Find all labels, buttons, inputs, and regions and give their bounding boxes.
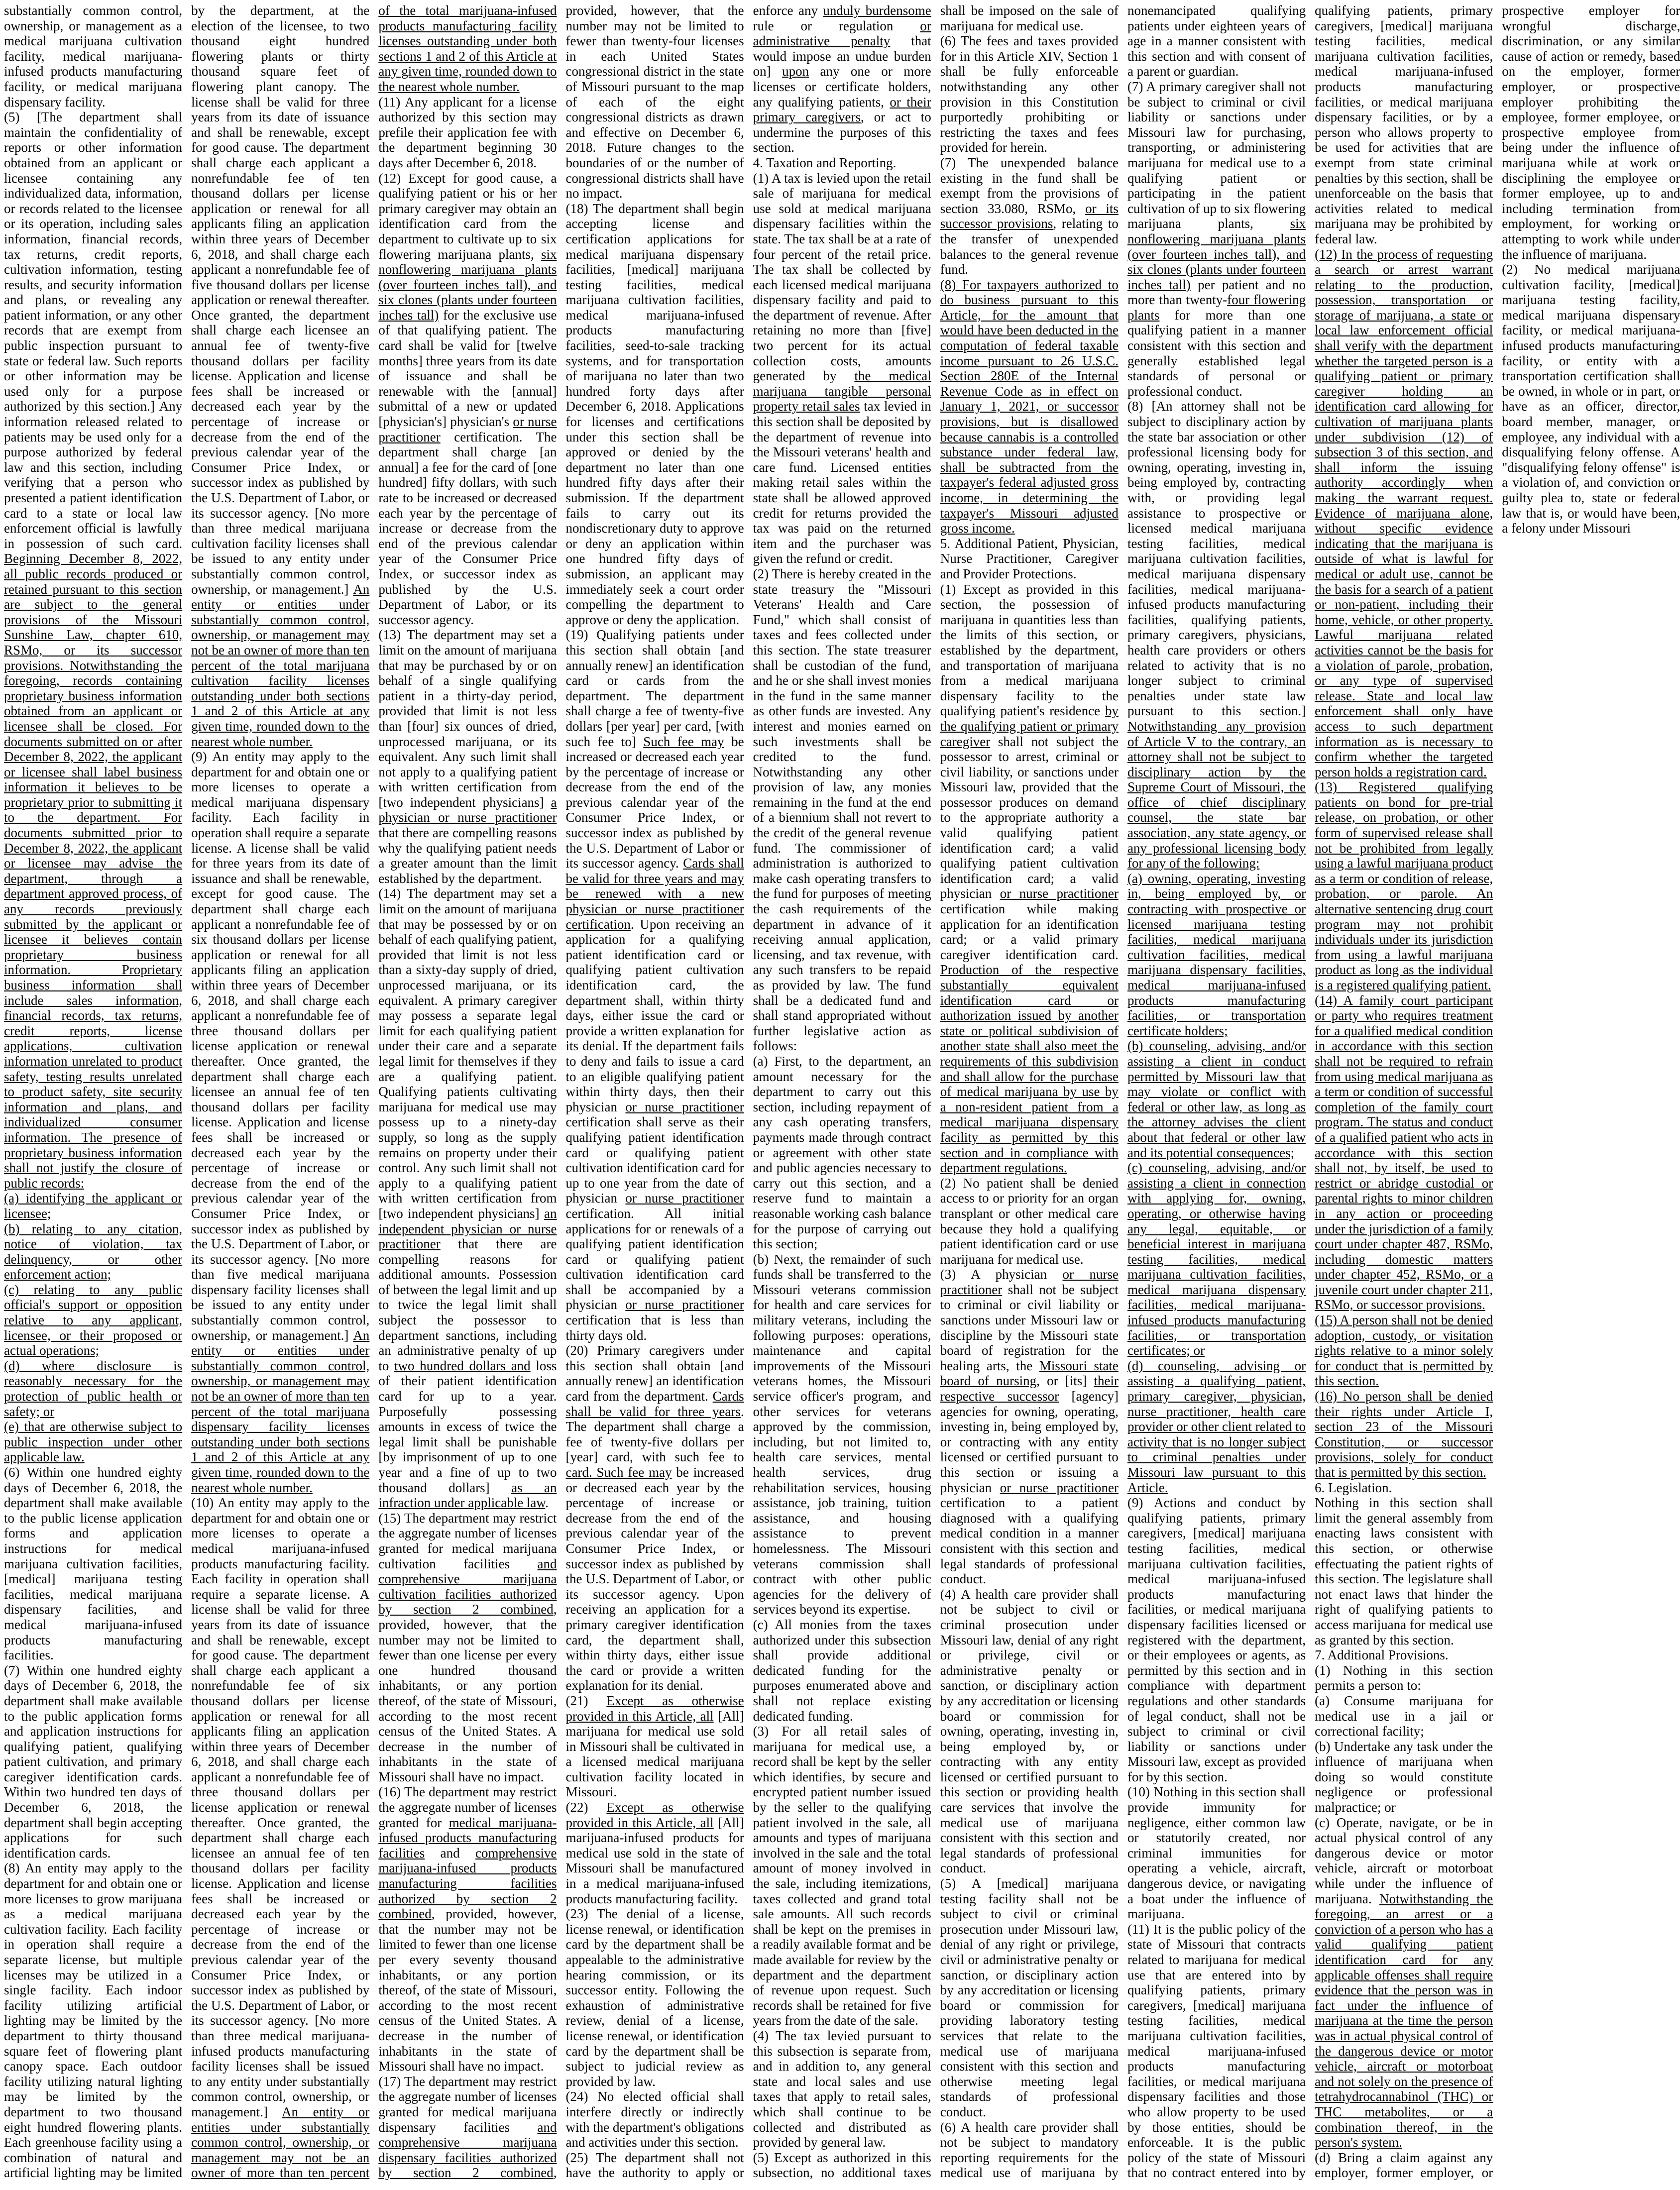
paragraph: [378, 1784, 557, 2074]
body-text: (14) The department may set a limit on the amount of marijuana that may be possessed by or on behalf of each qualifying patient, provided that limit is not less than a sixty-day supply of dried, unprocessed marijuana, or its equivalent. A primary caregiver may possess a separate legal limit for each qualifying patient under their care and a separate legal limit for themselves if they are a qualifying patient. Qualifying patients cultivating marijuana for medical use may possess up to a ninety-day supply, so long as the supply remains on property under their control. Any such limit shall not apply to a qualifying patient with written certification from [two independent physicians]: [378, 886, 557, 1221]
body-text: The department shall maintain the confidentiality of reports or other information obtained from an applicant or licensee containing any individualized data, information, or records related to the licensee or its operation, including sales information, financial records, tax returns, credit reports, cultivation information, testing results, and security information and plans, or revealing any patient information, or any other records that are exempt from public inspection pursuant to state or federal law. Such reports or other information may be used only for a purpose authorized by this section.] Any information released related to patients may be used only for a purpose authorized by federal law and this section, including verifying that a person who presented a patient identification card to a state or local law enforcement official is lawfully in possession of such card.: [4, 110, 183, 551]
inserted-text: Beginning December 8, 2022, all public records produced or retained pursuant to this section are subject to the general provisions of the Missouri Sunshine Law, chapter 610, RSMo, or its successor provisions. Notwithstanding the foregoing, records containing proprietary business information obtained from an applicant or licensee shall be closed. For documents submitted on or after December 8, 2022, the applicant or licensee shall label business information it believes to be proprietary prior to submitting it to the department. For documents submitted prior to December 8, 2022, the applicant or licensee may advise the department, through a department approved process, of any records previously submitted by the applicant or licensee it believes contain proprietary business information. Proprietary business information shall include sales information, financial records, tax returns, credit reports, license applications, cultivation information unrelated to product safety, testing results unrelated to product safety, site security information and plans, and individualized consumer information. The presence of proprietary business information shall not justify the closure of public records:: [4, 551, 183, 1191]
inserted-text: the medical marijuana tangible personal property retail sales: [753, 368, 931, 414]
inserted-text: or nurse practitioner: [940, 1267, 1119, 1297]
inserted-text: (b) counseling, advising, and/or assisting a client in conduct permitted by Missouri law that may violate or conflict with federal or other law, as long as the attorney advises the client about that federal or other law and its potential consequences;: [1127, 1038, 1306, 1160]
paragraph: [4, 1358, 182, 1419]
paragraph: [1315, 779, 1493, 992]
paragraph: [940, 582, 1119, 1176]
body-text: (5): [4, 110, 37, 125]
inserted-text: or its successor provisions: [940, 201, 1119, 231]
inserted-text: and comprehensive marijuana dispensary facilities authorized by section 2 combined: [378, 2119, 557, 2181]
body-text: (2) No patient shall be denied access to or priority for an organ transplant or other medical care because they hold a qualifying patient identification card or use marijuana for medical use.: [940, 1175, 1119, 1267]
inserted-text: (a) owning, operating, investing in, being employed by, or contracting with prospective or licensed marijuana testing facilities, medical marijuana cultivation facilities, medical marijuana dispensary facilities, medical marijuana-infused products manufacturing facilities, or transportation certificate holders;: [1127, 871, 1306, 1038]
inserted-text: (c) counseling, advising, and/or assisting a client in connection with applying for, owning, operating, or otherwise having any legal, equitable, or beneficial interest in marijuana testing facilities, medical marijuana cultivation facilities, medical marijuana dispensary facilities, medical marijuana-infused products manufacturing facilities, or transportation certificates; or: [1127, 1160, 1306, 1358]
paragraph: [1315, 1815, 1493, 2150]
paragraph: [1127, 1160, 1306, 1358]
paragraph: [378, 1511, 557, 1785]
paragraph: [1502, 262, 1680, 536]
inserted-text: or their primary caregivers: [753, 94, 931, 125]
body-text: (6) The fees and taxes provided for in this Article XIV, Section 1 shall be fully enforceable notwithstanding any other provision in this Constitution purportedly prohibiting or restricting the taxes and fees provided for herein.: [940, 33, 1119, 155]
body-text: (11) It is the public policy of the state of Missouri that contracts related to marijuana for medical use that are entered into by qualifying patients, primary caregivers, [medical] marijuana testing facilities, medical marijuana cultivation facilities, medical marijuana-infused products manufacturing facilities, or medical marijuana dispensary facilities and those who allow property to be used by those entities, should be enforceable. It is the public policy of the state of Missouri that no contract entered into by qualifying patients, primary caregivers, [medical] marijuana testing facilities, medical marijuana cultivation facilities, medical marijuana-infused products manufacturing facilities, or medical marijuana dispensary facilities, or by a person who allows property to be used for activities that are exempt from state criminal penalties by this section, shall be unenforceable on the basis that activities related to medical marijuana may be prohibited by federal law.: [1127, 3, 1493, 2181]
body-text: (8) [An attorney shall not be subject to disciplinary action by the state bar association or other professional licensing body for owning, operating, investing in, being employed by, contracting with, or providing legal assistance to prospective or licensed medical marijuana testing facilities, medical marijuana cultivation facilities, medical marijuana dispensary facilities, medical marijuana-infused products manufacturing facilities, qualifying patients, primary caregivers, physicians, health care providers or others related to activity that is no longer subject to criminal penalties under state law pursuant to this section.]: [1127, 399, 1306, 719]
inserted-text: and comprehensive marijuana cultivation facilities authorized by section 2 combined: [378, 1556, 557, 1617]
paragraph: [940, 277, 1119, 536]
body-text: , or act to undermine the purposes of this section.: [753, 110, 931, 155]
body-text: (d) Bring a claim against any employer, former employer, or prospective employer for wrongful discharge, discrimination, or any similar cause of action or remedy, based on the employer, former employer, or prospective employer prohibiting the employee, former employee, or prospective employee from being under the influence of marijuana while at work or disciplining the employee or former employee, up to and including termination from employment, for working or attempting to work while under the influence of marijuana.: [1315, 3, 1680, 2181]
inserted-text: six nonflowering marijuana plants (over fourteen inches tall), and six clones (plants under fourteen inches tall): [1127, 216, 1306, 292]
paragraph: [378, 627, 557, 886]
paragraph: [940, 33, 1119, 155]
body-text: (b) Next, the remainder of such funds shall be transferred to the Missouri veterans commission for health and care services for military veterans, including the following purposes: operations, maintenance and capital improvements of the Missouri veterans homes, the Missouri service officer's program, and other services for veterans approved by the commission, including, but not limited to, health care services, mental health services, drug rehabilitation services, housing assistance, job training, tuition assistance, and housing assistance to prevent homelessness. The Missouri veterans commission shall contract with other public agencies for the delivery of services beyond its expertise.: [753, 1251, 931, 1617]
paragraph: [753, 2028, 931, 2150]
paragraph: [4, 3, 182, 110]
inserted-text: medical marijuana-infused products manufacturing facilities: [378, 1815, 557, 1861]
inserted-text: (13) Registered qualifying patients on bond for pre-trial release, on probation, or other form of supervised release shall not be prohibited from legally using a lawful marijuana product as a term or condition of release, probation, or parole. An alternative sentencing drug court program may not prohibit individuals under its jurisdiction from using a lawful marijuana product as long as the individual is a registered qualifying patient.: [1315, 779, 1493, 992]
body-text: (19) Qualifying patients under this section shall obtain [and annually renew] an identification card or cards from the department. The department shall charge a fee of twenty-five dollars [per year] per card, [with such fee to]: [565, 627, 744, 749]
body-text: (8) An entity may apply to the department for and obtain one or more licenses to grow marijuana as a medical marijuana cultivation facility. Each facility in operation shall require a separate license, but multiple licenses may be utilized in a single facility. Each indoor facility utilizing artificial lighting may be limited by the department to thirty thousand square feet of flowering plant canopy space. Each outdoor facility utilizing natural lighting may be limited by the department to two thousand eight hundred flowering plants. Each greenhouse facility using a combination of natural and artificial lighting may be limited by the department, at the election of the licensee, to two thousand eight hundred flowering plants or thirty thousand square feet of flowering plant canopy. The license shall be valid for three years from its date of issuance and shall be renewable, except for good cause. The department shall charge each applicant a nonrefundable fee of ten thousand dollars per license application or renewal for all applicants filing an application within three years of December 6, 2018, and shall charge each applicant a nonrefundable fee of five thousand dollars per license application or renewal thereafter. Once granted, the department shall charge each licensee an annual fee of twenty-five thousand dollars per facility license. Application and license fees shall be increased or decreased each year by the percentage of increase or decrease from the end of the previous calendar year of the Consumer Price Index, or successor index as published by the U.S. Department of Labor, or its successor agency. [No more than three medical marijuana cultivation facility licenses shall be issued to any entity under substantially common control, ownership, or management.]: [4, 3, 370, 2181]
body-text: (23) The denial of a license, license renewal, or identification card by the department shall be appealable to the administrative hearing commission, or its successor entity. Following the exhaustion of administrative review, denial of a license, license renewal, or identification card by the department shall be subject to judicial review as provided by law.: [565, 1906, 744, 2089]
inserted-text: (8) For taxpayers authorized to do business pursuant to this Article, for the amount that would have been deducted in the computation of federal taxable income pursuant to 26 U.S.C. Section 280E of the Internal Revenue Code as in effect on January 1, 2021, or successor provisions, but is disallowed because cannabis is a controlled substance under federal law, shall be subtracted from the taxpayer's federal adjusted gross income, in determining the taxpayer's Missouri adjusted gross income.: [940, 277, 1119, 536]
inserted-text: Except as otherwise provided in this Article, all: [565, 1693, 744, 1724]
paragraph: [753, 1724, 931, 2028]
paragraph: [1315, 1663, 1493, 1693]
body-text: (1) Nothing in this section permits a person to:: [1315, 1662, 1493, 1693]
body-text: [agency] agencies for owning, operating, investing in, being employed by, or contracting with any entity licensed or certified pursuant to this section or issuing a physician: [940, 1389, 1119, 1495]
body-text: (1) Except as provided in this section, the possession of marijuana in quantities less than the limits of this section, or established by the department, and transportation of marijuana from a medical marijuana dispensary facility to the qualifying patient's residence: [940, 581, 1119, 719]
body-text: (9) An entity may apply to the department for and obtain one or more licenses to operate a medical marijuana dispensary facility. Each facility in operation shall require a separate license. A license shall be valid for three years from its date of issuance and shall be renewable, except for good cause. The department shall charge each applicant a nonrefundable fee of six thousand dollars per license application or renewal for all applicants filing an application within three years of December 6, 2018, and shall charge each applicant a nonrefundable fee of three thousand dollars per license application or renewal thereafter. Once granted, the department shall charge each licensee an annual fee of ten thousand dollars per facility license. Application and license fees shall be increased or decreased each year by the percentage of increase or decrease from the end of the previous calendar year of the Consumer Price Index, or successor index as published by the U.S. Department of Labor, or its successor agency. [No more than five medical marijuana dispensary facility licenses shall be issued to any entity under substantially common control, ownership, or management.]: [191, 749, 370, 1343]
paragraph: [940, 1267, 1119, 1586]
paragraph: [4, 1221, 182, 1282]
body-text: that there are compelling reasons why the qualifying patient needs a greater amount than the limit established by the department.: [378, 825, 557, 886]
paragraph: [940, 1176, 1119, 1267]
body-text: (c) All monies from the taxes authorized under this subsection shall provide additional dedicated funding for the purposes enumerated above and shall not replace existing dedicated funding.: [753, 1617, 931, 1724]
body-text: (2) There is hereby created in the state treasury the "Missouri Veterans' Health and Care Fund," which shall consist of taxes and fees collected under this section. The state treasurer shall be custodian of the fund, and he or she shall invest monies in the fund in the same manner as other funds are invested. Any interest and monies earned on such investments shall be credited to the fund. Notwithstanding any other provision of law, any monies remaining in the fund at the end of a biennium shall not revert to the credit of the general revenue fund. The commissioner of administration is authorized to make cash operating transfers to the fund for purposes of meeting the cash requirements of the department in advance of it receiving annual application, licensing, and tax revenue, with any such transfers to be repaid as provided by law. The fund shall be a dedicated fund and shall stand appropriated without further legislative action as follows:: [753, 566, 931, 1054]
paragraph: [753, 1617, 931, 1724]
inserted-text: (a) identifying the applicant or licensee;: [4, 1191, 183, 1221]
paragraph: [1127, 871, 1306, 1039]
paragraph: [940, 155, 1119, 277]
body-text: (25) The department shall not have the authority to apply or enforce any: [565, 3, 823, 2181]
inserted-text: (d) where disclosure is reasonably necessary for the protection of public health or safety; or: [4, 1358, 183, 1419]
body-text: (6) Within one hundred eighty days of December 6, 2018, the department shall make available to the public license application forms and application instructions for medical marijuana cultivation facilities, [medical] marijuana testing facilities, medical marijuana dispensary facilities, and medical marijuana-infused products manufacturing facilities.: [4, 1465, 183, 1663]
body-text: 4. Taxation and Reporting.: [753, 155, 896, 170]
inserted-text: (b) relating to any citation, notice of violation, tax delinquency, or other enforcement action;: [4, 1221, 183, 1282]
body-text: (b) Undertake any task under the influence of marijuana when doing so would constitute negligence or professional malpractice; or: [1315, 1739, 1493, 1815]
paragraph: [1127, 399, 1306, 871]
paragraph: [753, 155, 931, 171]
body-text: be increased or decreased each year by the percentage of increase or decrease from the end of the previous calendar year of the Consumer Price Index, or successor index as published by the U.S. Department of Labor, or its successor agency. Upon receiving an application for a primary caregiver identification card, the department shall, within thirty days, either issue the card or provide a written explanation for its denial.: [565, 1465, 744, 1693]
paragraph: [4, 1419, 182, 1465]
paragraph: [1127, 1784, 1306, 1921]
paragraph: [4, 1465, 182, 1663]
body-text: , or [its]: [1036, 1373, 1094, 1389]
inserted-text: four flowering plants: [1127, 292, 1306, 323]
inserted-text: or nurse practitioner: [1000, 1480, 1119, 1495]
inserted-text: card. Such fee may: [565, 1465, 672, 1480]
paragraph: [753, 1054, 931, 1252]
paragraph: [565, 627, 744, 1343]
inserted-text: or administrative penalty: [753, 18, 931, 49]
body-text: (2) No medical marijuana cultivation facility, [medical] marijuana testing facility, medical marijuana dispensary facility, or medical marijuana-infused products manufacturing facility, or entity with a transportation certification shall be owned, in whole or in part, or have as an officer, director, board member, manager, or employee, any individual with a disqualifying felony offense. A "disqualifying felony offense" is a violation of, and conviction or guilty plea to, state or federal law that is, or would have been, a felony under Missouri: [1502, 262, 1680, 536]
paragraph: [4, 1191, 182, 1221]
body-text: certification while making application for an identification card; or a valid primary caregiver identification card.: [940, 901, 1119, 962]
inserted-text: Notwithstanding the foregoing, an arrest or a conviction of a person who has a valid qualifying patient identification card for any applicable offenses shall require evidence that the person was in fact under the influence of marijuana at the time the person was in actual physical control of the dangerous device or motor vehicle, aircraft or motorboat and not solely on the presence of tetrahydrocannabinol (THC) or THC metabolites, or a combination thereof, in the person's system.: [1315, 1891, 1493, 2150]
body-text: (24) No elected official shall interfere directly or indirectly with the department's obligations and activities under this section.: [565, 2089, 744, 2150]
inserted-text: An entity or entities under substantially common control, ownership, or management may not be an owner of more than ten percent of the total marijuana-infused products manufacturing facility licenses outstanding under both sections 1 and 2 of this Article at any given time, rounded down to the nearest whole number.: [191, 3, 557, 2181]
inserted-text: Cards shall be valid for three years: [565, 1389, 744, 1419]
body-text: that there are compelling reasons for additional amounts. Possession of between the legal limit and up to twice the legal limit shall subject the possessor to department sanctions, including an administrative penalty of up to: [378, 1236, 557, 1373]
body-text: (22): [565, 1800, 607, 1815]
inserted-text: or nurse practitioner: [625, 1099, 744, 1114]
paragraph: [1127, 1038, 1306, 1160]
body-text: [All] marijuana for medical use sold in Missouri shall be cultivated in a licensed medical marijuana cultivation facility located in Missouri.: [565, 1708, 744, 1800]
paragraph: [940, 1876, 1119, 2120]
inserted-text: (16) No person shall be denied their rights under Article I, section 23 of the Missouri Constitution, or successor provisions, solely for conduct that is permitted by this section.: [1315, 1389, 1493, 1480]
body-text: . Upon receiving an application for a qualifying patient identification card or qualifying patient cultivation identification card, the department shall, within thirty days, either issue the card or provide a written explanation for its denial. If the department fails to deny and fails to issue a card to an eligible qualifying patient within thirty days, then their physician: [565, 916, 744, 1114]
inserted-text: two hundred dollars and: [394, 1358, 531, 1373]
paragraph: [378, 95, 557, 171]
paragraph: [565, 2089, 744, 2150]
paragraph: [753, 171, 931, 566]
body-text: rule or regulation: [753, 18, 920, 33]
body-text: (20) Primary caregivers under this section shall obtain [and annually renew] an identification card from the department.: [565, 1343, 744, 1404]
paragraph: [1315, 247, 1493, 780]
body-text: (5) Except as authorized in this subsection, no additional taxes shall be imposed on the sale of marijuana for medical use.: [753, 3, 1119, 2181]
body-text: (7) Within one hundred eighty days of December 6, 2018, the department shall make available to the public application forms and application instructions for qualifying patient, qualifying patient cultivation, and primary caregiver identification cards. Within two hundred ten days of December 6, 2018, the department shall begin accepting applications for such identification cards.: [4, 1662, 183, 1861]
body-text: certification shall serve as their qualifying patient identification card or qualifying patient cultivation identification card for up to one year from the date of physician: [565, 1114, 744, 1206]
body-text: be increased or decreased each year by the percentage of increase or decrease from the end of the previous calendar year of the Consumer Price Index, or successor index as published by the U.S. Department of Labor or its successor agency.: [565, 734, 744, 871]
body-text: , provided, however, that the number may not be limited to fewer than one license per every one hundred thousand inhabitants, or any portion thereof, of the state of Missouri, according to the most recent census of the United States. A decrease in the number of inhabitants in the state of Missouri shall have no impact.: [378, 1602, 557, 1784]
inserted-text: An entity or entities under substantially common control, ownership, or management may not be an owner of more than ten percent of the total marijuana dispensary facility licenses outstanding under both sections 1 and 2 of this Article at any given time, rounded down to the nearest whole number.: [191, 1327, 370, 1495]
inserted-text: or nurse practitioner: [625, 1191, 744, 1206]
body-text: .: [545, 1495, 549, 1511]
body-text: (15) The department may restrict the aggregate number of licenses granted for medical marijuana cultivation facilities: [378, 1510, 557, 1571]
paragraph: [1127, 1358, 1306, 1495]
inserted-text: Missouri state board of nursing: [940, 1358, 1119, 1389]
paragraph: [378, 886, 557, 1510]
inserted-text: or nurse practitioner: [378, 414, 557, 444]
paragraph: [1127, 1495, 1306, 1784]
body-text: that would impose an undue burden on]: [753, 33, 931, 79]
body-text: (3) For all retail sales of marijuana for medical use, a record shall be kept by the seller which identifies, by secure and encrypted patient number issued by the seller to the qualifying patient involved in the sale, all amounts and types of marijuana involved in the sale and the total amount of money involved in the sale, including itemizations, taxes collected and grand total sale amounts. All such records shall be kept on the premises in a readily available format and be made available for review by the department and the department of revenue upon request. Such records shall be retained for five years from the date of the sale.: [753, 1724, 931, 2028]
inserted-text: (c) relating to any public official's support or opposition relative to any applicant, licensee, or their proposed or actual operations;: [4, 1282, 183, 1358]
body-text: (a) Consume marijuana for medical use in a jail or correctional facility;: [1315, 1693, 1493, 1739]
inserted-text: (12) In the process of requesting a search or arrest warrant relating to the production, possession, transportation or storage of marijuana, a state or local law enforcement official shall verify with the department whether the targeted person is a qualifying patient or primary caregiver holding an identification card allowing for cultivation of marijuana plants under subdivision (12) of subsection 3 of this section, and shall inform the issuing authority accordingly when making the warrant request. Evidence of marijuana alone, without specific evidence indicating that the marijuana is outside of what is lawful for medical or adult use, cannot be the basis for a search of a patient or non-patient, including their home, vehicle, or other property. Lawful marijuana related activities cannot be the basis for a violation of parole, probation, or any type of supervised release. State and local law enforcement shall only have access to such department information as is necessary to confirm whether the targeted person holds a registration card.: [1315, 246, 1493, 779]
inserted-text: a physician or nurse practitioner: [378, 794, 557, 825]
paragraph: [4, 110, 182, 1191]
body-text: certification. All initial applications for or renewals of a qualifying patient identification card or qualifying patient cultivation identification card shall be accompanied by a physician: [565, 1205, 744, 1313]
body-text: shall not be subject to criminal or civil liability or sanctions under Missouri law or discipline by the Missouri state board of registration for the healing arts, the: [940, 1282, 1119, 1373]
body-text: (a) First, to the department, an amount necessary for the department to carry out this section, including repayment of any cash operating transfers, payments made through contract or agreement with other state and public agencies necessary to carry out this section, and a reserve fund to maintain a reasonable working cash balance for the purpose of carrying out this section;: [753, 1053, 931, 1252]
body-text: (4) The tax levied pursuant to this subsection is separate from, and in addition to, any general state and local sales and use taxes that apply to retail sales, which shall continue to be collected and distributed as provided by general law.: [753, 2028, 931, 2150]
body-text: 7. Additional Provisions.: [1315, 1647, 1449, 1663]
body-text: (6) A health care provider shall not be subject to mandatory reporting requirements for the medical use of marijuana by nonemancipated qualifying patients under eighteen years of age in a manner consistent with this section and with consent of a parent or guardian.: [940, 3, 1306, 2181]
paragraph: [565, 1906, 744, 2089]
paragraph: [4, 1282, 182, 1358]
inserted-text: (e) that are otherwise subject to public inspection under other applicable law.: [4, 1419, 183, 1465]
paragraph: [940, 536, 1119, 582]
body-text: per patient and no more than twenty-: [1127, 277, 1306, 308]
inserted-text: or nurse practitioner: [625, 1297, 744, 1313]
body-text: substantially common control, ownership, or management as a medical marijuana cultivation facility, medical marijuana-infused products manufacturing facility, or medical marijuana dispensary facility.: [4, 3, 183, 110]
body-text: . The department shall charge a fee of twenty-five dollars per [year] card, with such fee to: [565, 1404, 744, 1465]
body-text: 5. Additional Patient, Physician, Nurse Practitioner, Caregiver and Provider Protections.: [940, 536, 1119, 581]
paragraph: [4, 1663, 182, 1861]
inserted-text: Cards shall be valid for three years and may be renewed with a new physician or nurse practitioner certification: [565, 856, 744, 932]
body-text: certification that is less than thirty days old.: [565, 1313, 744, 1343]
inserted-text: Except as otherwise provided in this Article, all: [565, 1800, 744, 1830]
paragraph: [1315, 1647, 1493, 1663]
body-text: for the exclusive use of that qualifying patient. The card shall be valid for [twelve months] three years from its date of issuance and shall be renewable with the [annual] submittal of a new or updated [physician's] physician's: [378, 307, 557, 430]
paragraph: [378, 171, 557, 628]
body-text: (11) Any applicant for a license authorized by this section may prefile their application fee with the department beginning 30 days after December 6, 2018.: [378, 94, 557, 170]
body-text: , provided, however, that the number may not be limited to fewer than one license per every seventy thousand inhabitants, or any portion thereof, of the state of Missouri, according to the most recent census of the United States. A decrease in the number of inhabitants in the state of Missouri shall have no impact.: [378, 1906, 557, 2074]
inserted-text: their respective successor: [940, 1373, 1119, 1404]
body-text: (16) The department may restrict the aggregate number of licenses granted for: [378, 1784, 557, 1830]
body-text: 6. Legislation.: [1315, 1480, 1392, 1495]
paragraph: [191, 749, 369, 1495]
paragraph: [753, 566, 931, 1054]
inserted-text: (14) A family court participant or party who requires treatment for a qualified medical condition in accordance with this section shall not be required to refrain from using medical marijuana as a term or condition of successful completion of the family court program. The status and conduct of a qualified patient who acts in accordance with this section shall not, by itself, be used to restrict or abridge custodial or parental rights to minor children in any action or proceeding under the jurisdiction of a family court under chapter 487, RSMo, including domestic matters under chapter 452, RSMo, or a juvenile court under chapter 211, RSMo, or successor provisions.: [1315, 992, 1493, 1313]
body-text: (18) The department shall begin accepting license and certification applications for medical marijuana dispensary facilities, [medical] marijuana testing facilities, medical marijuana cultivation facilities, medical marijuana-infused products manufacturing facilities, seed-to-sale tracking systems, and for transportation of marijuana no later than two hundred forty days after December 6, 2018. Applications for licenses and certifications under this section shall be approved or denied by the department no later than one hundred fifty days after their submission. If the department fails to carry out its nondiscretionary duty to approve or deny an application within one hundred fifty days of submission, an applicant may immediately seek a court order compelling the department to approve or deny the application.: [565, 201, 744, 627]
body-text: (c) Operate, navigate, or be in actual physical control of any dangerous device or motor vehicle, aircraft or motorboat while under the influence of marijuana.: [1315, 1815, 1493, 1906]
inserted-text: upon: [782, 64, 809, 79]
inserted-text: as an infraction under applicable law: [378, 1480, 557, 1511]
body-text: (5) A [medical] marijuana testing facility shall not be subject to civil or criminal prosecution under Missouri law, denial of any right or privilege, civil or administrative penalty or sanction, or disciplinary action by any accreditation or licensing board or commission for providing laboratory testing services that relate to the medical use of marijuana consistent with this section and otherwise meeting legal standards of professional conduct.: [940, 1876, 1119, 2119]
body-text: , provided, however, that the number may not be limited to fewer than twenty-four licenses in each United States congressional district in the state of Missouri pursuant to the map of each of the eight congressional districts as drawn and effective on December 6, 2018. Future changes to the boundaries of or the number of congressional districts shall have no impact.: [553, 3, 744, 2181]
body-text: any one or more licenses or certificate holders, any qualifying patients,: [753, 64, 931, 110]
body-text: , relating to the transfer of unexpended balances to the general revenue fund.: [940, 216, 1119, 277]
paragraph: [1315, 1495, 1493, 1647]
body-text: (1) A tax is levied upon the retail sale of marijuana for medical use sold at medical marijuana dispensary facilities within the state. The tax shall be at a rate of four percent of the retail price. The tax shall be collected by each licensed medical marijuana dispensary facility and paid to the department of revenue. After retaining no more than [five] two percent for its actual collection costs, amounts generated by: [753, 170, 931, 384]
paragraph: [1315, 1389, 1493, 1480]
body-text: [All] marijuana-infused products for medical use sold in the state of Missouri shall be manufactured in a medical marijuana-infused products manufacturing facility.: [565, 1815, 744, 1906]
paragraph: [940, 1587, 1119, 1876]
paragraph: [1127, 79, 1306, 399]
body-text: certification to a patient diagnosed with a qualifying medical condition in a manner consistent with this section and legal standards of professional conduct.: [940, 1495, 1119, 1587]
paragraph: [1315, 1313, 1493, 1389]
body-text: Nothing in this section shall limit the general assembly from enacting laws consistent with this section, or otherwise effectuating the patient rights of this section. The legislature shall not enact laws that hinder the right of qualifying patients to access marijuana for medical use as granted by this section.: [1315, 1495, 1493, 1647]
body-text: shall not subject the possessor to arrest, criminal or civil liability, or sanctions under Missouri law, provided that the possessor produces on demand to the appropriate authority a valid qualifying patient identification card; a valid qualifying patient cultivation identification card; a valid physician: [940, 734, 1119, 901]
paragraph: [1315, 1480, 1493, 1496]
body-text: [: [36, 110, 41, 125]
inserted-text: (15) A person shall not be denied adoption, custody, or visitation rights relative to a minor solely for conduct that is permitted by this section.: [1315, 1313, 1493, 1389]
body-text: (3) A physician: [940, 1267, 1063, 1282]
body-text: (7) The unexpended balance existing in the fund shall be exempt from the provisions of section 33.080, RSMo,: [940, 155, 1119, 216]
inserted-text: Notwithstanding any provision of Article V to the contrary, an attorney shall not be subject to disciplinary action by the Supreme Court of Missouri, the office of chief disciplinary counsel, the state bar association, any state agency, or any professional licensing body for any of the following:: [1127, 718, 1306, 871]
paragraph: [565, 1800, 744, 1906]
inserted-text: or nurse practitioner: [1000, 886, 1119, 901]
body-text: for more than one qualifying patient in a manner consistent with this section and generally established legal standards of personal or professional conduct.: [1127, 307, 1306, 399]
body-text: (21): [565, 1693, 607, 1708]
body-text: (12) Except for good cause, a qualifying patient or his or her primary caregiver may obtain an identification card from the department to cultivate up to six flowering marijuana plants,: [378, 170, 557, 262]
inserted-text: Production of the respective substantially equivalent identification card or authorization issued by another state or political subdivision of another state shall also meet the requirements of this subdivision and shall allow for the purchase of medical marijuana by use by a non-resident patient from a medical marijuana dispensary facility as permitted by this section and in compliance with department regulations.: [940, 962, 1119, 1176]
inserted-text: an independent physician or nurse practitioner: [378, 1205, 557, 1252]
paragraph: [1315, 993, 1493, 1313]
inserted-text: by the qualifying patient or primary caregiver: [940, 703, 1119, 749]
body-text: (10) An entity may apply to the department for and obtain one or more licenses to operate a medical marijuana-infused products manufacturing facility. Each facility in operation shall require a separate license. A license shall be valid for three years from its date of issuance and shall be renewable, except for good cause. The department shall charge each applicant a nonrefundable fee of six thousand dollars per license application or renewal for all applicants filing an application within three years of December 6, 2018, and shall charge each applicant a nonrefundable fee of three thousand dollars per license application or renewal thereafter. Once granted, the department shall charge each licensee an annual fee of ten thousand dollars per facility license. Application and license fees shall be increased or decreased each year by the percentage of increase or decrease from the end of the previous calendar year of the Consumer Price Index, or successor index as published by the U.S. Department of Labor, or its successor agency. [No more than three medical marijuana-infused products manufacturing facility licenses shall be issued to any entity under substantially common control, ownership, or management.]: [191, 1495, 370, 2119]
paragraph: [565, 1343, 744, 1693]
body-text: (9) Actions and conduct by qualifying patients, primary caregivers, [medical] marijuana testing facilities, medical marijuana cultivation facilities, medical marijuana-infused products manufacturing facilities, or medical marijuana dispensary facilities licensed or registered with the department, or their employees or agents, as permitted by this section and in compliance with department regulations and other standards of legal conduct, shall not be subject to criminal or civil liability or sanctions under Missouri law, except as provided for by this section.: [1127, 1495, 1306, 1784]
body-text: (4) A health care provider shall not be subject to civil or criminal prosecution under Missouri law, denial of any right or privilege, civil or administrative penalty or sanction, or disciplinary action by any accreditation or licensing board or commission for owning, operating, investing in, being employed by, or contracting with any entity licensed or certified pursuant to this section or providing health care services that involve the medical use of marijuana consistent with this section and legal standards of professional conduct.: [940, 1586, 1119, 1876]
paragraph: [565, 1693, 744, 1800]
inserted-text: unduly burdensome: [823, 3, 931, 18]
body-text: loss of their patient identification card for up to a year. Purposefully possessing amounts in excess of twice the legal limit shall be punishable [by imprisonment of up to one year and a fine of up to two thousand dollars]: [378, 1358, 557, 1495]
body-text: and: [425, 1845, 476, 1861]
body-text: (13) The department may set a limit on the amount of marijuana that may be purchased by or on behalf of a single qualifying patient in a thirty-day period, provided that limit is not less than [four] six ounces of dried, unprocessed marijuana, or its equivalent. Any such limit shall not apply to a qualifying patient with written certification from [two independent physicians]: [378, 627, 557, 810]
inserted-text: Such fee may: [643, 734, 724, 749]
inserted-text: (d) counseling, advising or assisting a qualifying patient, primary caregiver, physician, nurse practitioner, health care provider or other client related to activity that is no longer subject to criminal penalties under Missouri law pursuant to this Article.: [1127, 1358, 1306, 1495]
inserted-text: six nonflowering marijuana plants (over fourteen inches tall), and six clones (plants under fourteen inches tall): [378, 246, 557, 323]
paragraph: [1315, 1739, 1493, 1815]
body-text: certification. The department shall charge [an annual] a fee for the card of [one hundred] fifty dollars, with such rate to be increased or decreased each year by the percentage of increase or decrease from the end of the previous calendar year of the Consumer Price Index, or successor index as published by the U.S. Department of Labor, or its successor agency.: [378, 429, 557, 627]
body-text: (10) Nothing in this section shall provide immunity for negligence, either common law or statutorily created, nor criminal immunities for operating a vehicle, aircraft, dangerous device, or navigating a boat under the influence of marijuana.: [1127, 1784, 1306, 1922]
inserted-text: An entity or entities under substantially common control, ownership, or management may not be an owner of more than ten percent of the total marijuana cultivation facility licenses outstanding under both sections 1 and 2 of this Article at any given time, rounded down to the nearest whole number.: [191, 581, 370, 749]
body-text: (17) The department may restrict the aggregate number of licenses granted for medical marijuana dispensary facilities: [378, 2074, 557, 2135]
body-text: (7) A primary caregiver shall not be subject to criminal or civil liability or sanctions under Missouri law for purchasing, transporting, or administering marijuana for medical use to a qualifying patient or participating in the patient cultivation of up to six flowering marijuana plants,: [1127, 79, 1306, 231]
inserted-text: comprehensive marijuana-infused products manufacturing facilities authorized by section 2 combined: [378, 1845, 557, 1922]
paragraph: [753, 1252, 931, 1617]
paragraph: [1315, 1693, 1493, 1739]
body-text: tax levied in this section shall be deposited by the department of revenue into the Missouri veterans' health and care fund. Licensed entities making retail sales within the state shall be allowed approved credit for returns provided the tax was paid on the returned item and the purchaser was given the refund or credit.: [753, 399, 931, 566]
paragraph: [565, 201, 744, 628]
